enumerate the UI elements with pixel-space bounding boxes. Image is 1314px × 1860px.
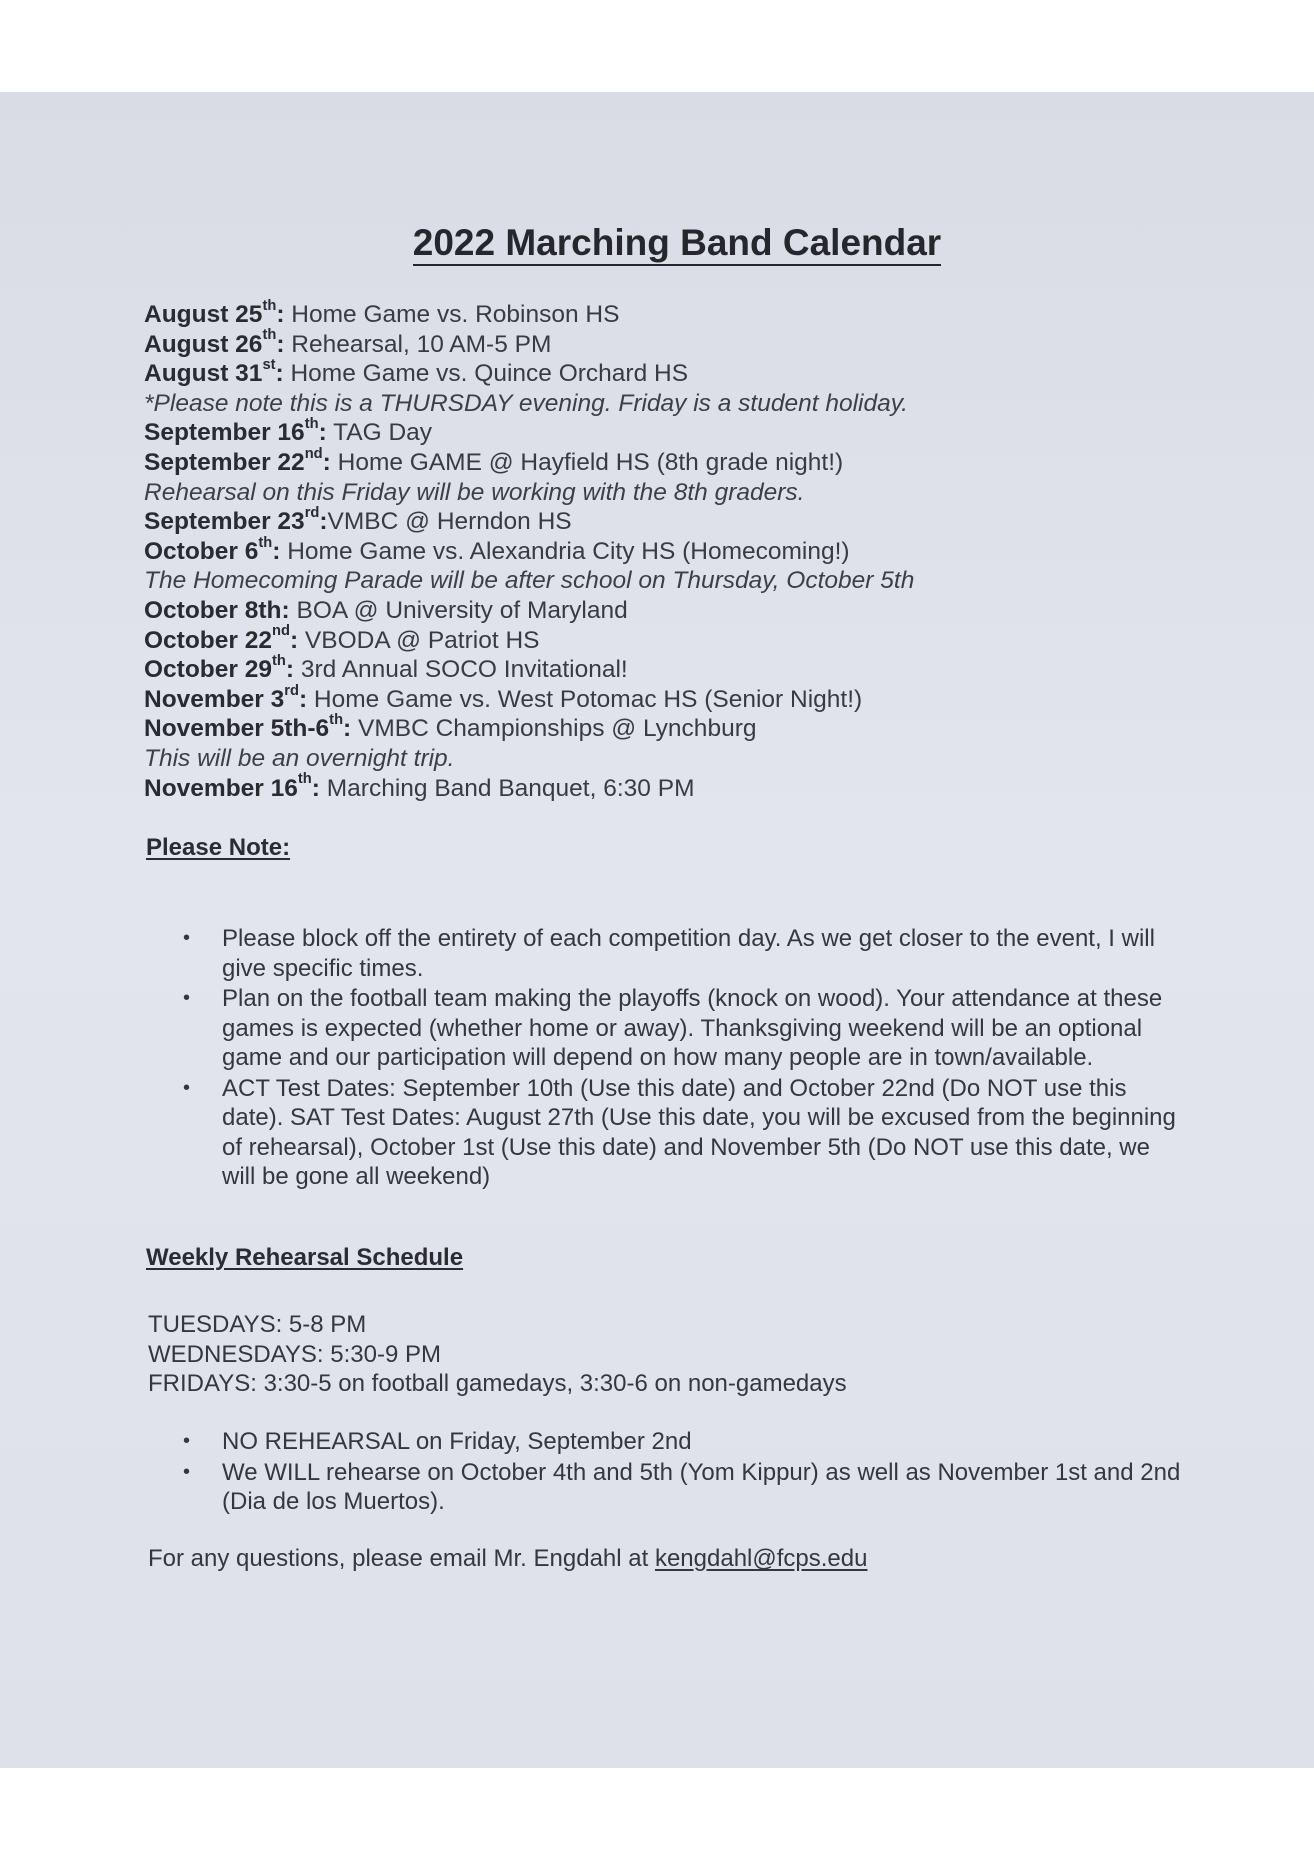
email-link[interactable]: kengdahl@fcps.edu bbox=[654, 1545, 868, 1572]
event-row: August 25th: Home Game vs. Robinson HS bbox=[144, 297, 620, 328]
event-row: October 6th: Home Game vs. Alexandria City HS (Homecoming!) bbox=[144, 534, 850, 565]
list-item: • NO REHEARSAL on Friday, September 2nd bbox=[183, 1428, 692, 1455]
event-row: September 23rd:VMBC @ Herndon HS bbox=[144, 505, 572, 536]
rehearsal-schedule bbox=[148, 1310, 847, 1399]
list-item: • ACT Test Dates: September 10th (Use this date) and October 22nd (Do NOT use this date). SAT Test Dates: August 27th (Use this date, you will be excused from the beginning of rehearsal), October 1st (Use this date) and November 5th (Do NOT use this date, we will be gone all weekend) bbox=[183, 1074, 1176, 1190]
schedule-fridays: FRIDAYS: 3:30-5 on football gamedays, 3:30-6 on non-gamedays bbox=[148, 1370, 847, 1397]
rehearsal-heading: Weekly Rehearsal Schedule bbox=[146, 1244, 464, 1271]
event-row: August 26th: Rehearsal, 10 AM-5 PM bbox=[144, 327, 552, 358]
event-note: The Homecoming Parade will be after school on Thursday, October 5th bbox=[144, 567, 915, 595]
bullet-icon: • bbox=[183, 1430, 191, 1452]
document-sheet bbox=[0, 92, 1314, 1768]
list-item: • We WILL rehearse on October 4th and 5th (Yom Kippur) as well as November 1st and 2nd (Dia de los Muertos). bbox=[183, 1458, 1181, 1515]
list-item: • Plan on the football team making the playoffs (knock on wood). Your attendance at these games is expected (whether home or away). Thanksgiving weekend will be an optional game and our participation will depend on how many people are in town/available. bbox=[183, 985, 1163, 1071]
event-row: October 8th: BOA @ University of Maryland bbox=[144, 596, 628, 624]
bullet-icon: • bbox=[183, 1460, 191, 1483]
schedule-wednesdays: WEDNESDAYS: 5:30-9 PM bbox=[148, 1340, 441, 1368]
event-row: October 29th: 3rd Annual SOCO Invitational! bbox=[144, 652, 628, 684]
event-row: September 16th: TAG Day bbox=[144, 416, 433, 447]
event-row: October 22nd: VBODA @ Patriot HS bbox=[144, 623, 540, 654]
contact-line: For any questions, please email Mr. Engdahl at kengdahl@fcps.edu bbox=[148, 1545, 868, 1572]
list-item: • Please block off the entirety of each competition day. As we get closer to the event, I will give specific times. bbox=[183, 925, 1155, 982]
please-note-list bbox=[183, 924, 1182, 1193]
page-title: 2022 Marching Band Calendar bbox=[0, 222, 1314, 264]
schedule-tuesdays: TUESDAYS: 5-8 PM bbox=[148, 1311, 367, 1338]
event-row: November 16th: Marching Band Banquet, 6:30 PM bbox=[144, 771, 695, 802]
bullet-icon: • bbox=[183, 927, 191, 949]
please-note-heading: Please Note: bbox=[146, 834, 291, 861]
event-row: November 5th-6th: VMBC Championships @ Lynchburg bbox=[144, 712, 757, 743]
event-note: *Please note this is a THURSDAY evening. Friday is a student holiday. bbox=[144, 389, 908, 417]
event-list bbox=[144, 297, 1264, 803]
event-row: September 22nd: Home GAME @ Hayfield HS (8th grade night!) bbox=[144, 445, 844, 476]
bullet-icon: • bbox=[183, 987, 191, 1009]
rehearsal-notes bbox=[183, 1427, 1182, 1518]
event-note: Rehearsal on this Friday will be working with the 8th graders. bbox=[144, 478, 805, 506]
event-note: This will be an overnight trip. bbox=[144, 744, 455, 772]
event-row: August 31st: Home Game vs. Quince Orchard HS bbox=[144, 357, 689, 388]
bullet-icon: • bbox=[183, 1076, 191, 1099]
event-row: November 3rd: Home Game vs. West Potomac HS (Senior Night!) bbox=[144, 682, 863, 713]
